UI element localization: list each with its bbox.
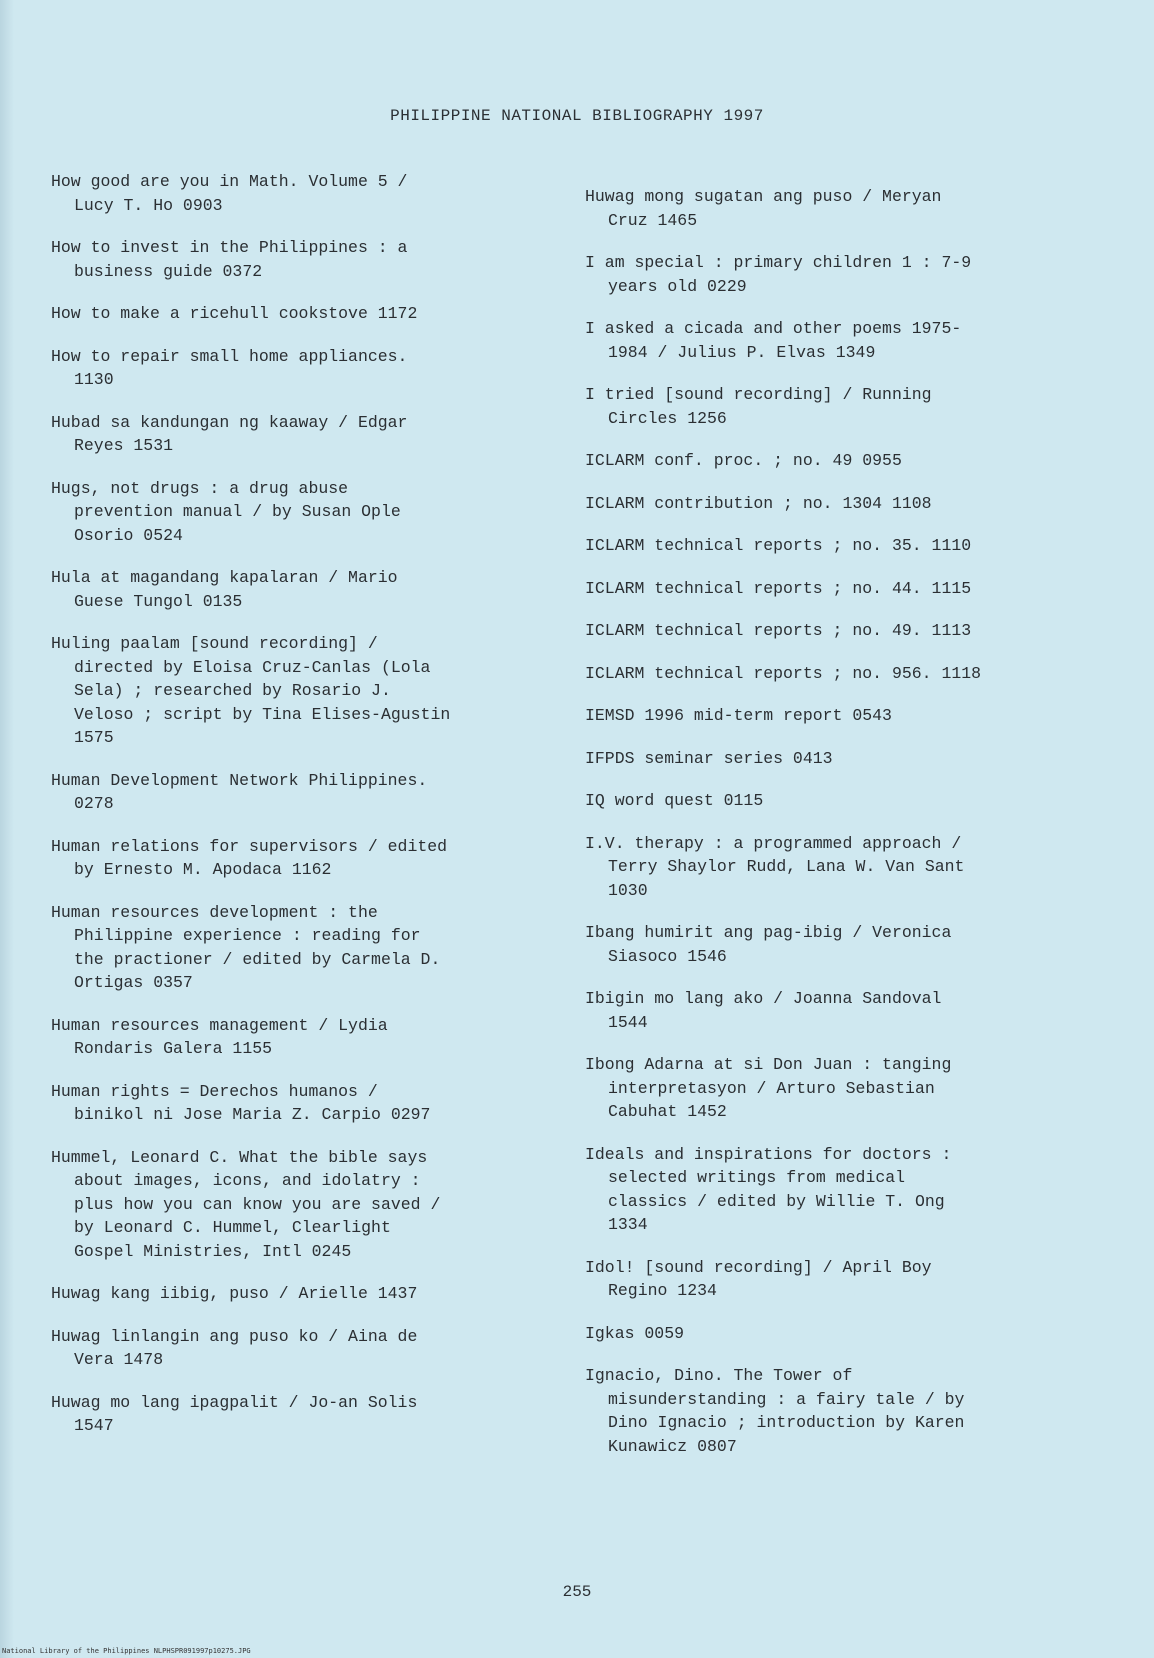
bibliography-entry: ICLARM contribution ; no. 1304 1108 <box>585 493 932 513</box>
bibliography-entry: Huwag kang iibig, puso / Arielle 1437 <box>51 1284 418 1303</box>
bibliography-entry: Idol! [sound recording] / April Boy Regino 1234 <box>585 1257 932 1300</box>
bibliography-entry: IFPDS seminar series 0413 <box>585 748 833 768</box>
page-title: PHILIPPINE NATIONAL BIBLIOGRAPHY 1997 <box>390 107 764 125</box>
bibliography-entry: How good are you in Math. Volume 5 / Lucy T. Ho 0903 <box>51 172 408 215</box>
bibliography-entry: Huwag mong sugatan ang puso / Meryan Cruz 1465 <box>585 187 942 230</box>
bibliography-entry: Hula at magandang kapalaran / Mario Guese Tungol 0135 <box>51 568 398 611</box>
bibliography-entry: Hugs, not drugs : a drug abuse prevention manual / by Susan Ople Osorio 0524 <box>51 478 401 545</box>
bibliography-entry: ICLARM technical reports ; no. 44. 1115 <box>585 578 972 598</box>
bibliography-entry: Human Development Network Philippines. 0278 <box>51 770 428 813</box>
bibliography-entry: Ibigin mo lang ako / Joanna Sandoval 1544 <box>585 989 942 1032</box>
bibliography-entry: Huwag mo lang ipagpalit / Jo-an Solis 1547 <box>51 1392 418 1435</box>
bibliography-entry: How to invest in the Philippines : a business guide 0372 <box>51 238 408 281</box>
bibliography-entry: Human rights = Derechos humanos / binikol ni Jose Maria Z. Carpio 0297 <box>51 1081 431 1124</box>
bibliography-entry: I tried [sound recording] / Running Circles 1256 <box>585 385 932 428</box>
bibliography-entry: Hubad sa kandungan ng kaaway / Edgar Reyes 1531 <box>51 412 408 455</box>
bibliography-entry: Human relations for supervisors / edited by Ernesto M. Apodaca 1162 <box>51 836 448 879</box>
bibliography-entry: Huling paalam [sound recording] / directed by Eloisa Cruz-Canlas (Lola Sela) ; researched by Rosario J. Veloso ; script by Tina Elises-Agustin 1575 <box>51 634 451 747</box>
bibliography-entry: IEMSD 1996 mid-term report 0543 <box>585 706 892 725</box>
bibliography-entry: Huwag linlangin ang puso ko / Aina de Vera 1478 <box>51 1326 418 1369</box>
bibliography-entry: Ignacio, Dino. The Tower of misunderstanding : a fairy tale / by Dino Ignacio ; introduction by Karen Kunawicz 0807 <box>585 1366 965 1456</box>
bibliography-entry: How to repair small home appliances. 1130 <box>51 346 408 389</box>
scan-credit: National Library of the Philippines NLPHSPR091997p10275.JPG <box>2 1647 251 1655</box>
bibliography-entry: ICLARM technical reports ; no. 956. 1118 <box>585 663 982 683</box>
bibliography-entry: How to make a ricehull cookstove 1172 <box>51 304 418 323</box>
bibliography-entry: Human resources management / Lydia Rondaris Galera 1155 <box>51 1015 388 1058</box>
bibliography-entry: Ibang humirit ang pag-ibig / Veronica Siasoco 1546 <box>585 923 952 966</box>
bibliography-entry: Igkas 0059 <box>585 1323 685 1343</box>
bibliography-entry: ICLARM technical reports ; no. 49. 1113 <box>585 621 972 640</box>
bibliography-entry: Hummel, Leonard C. What the bible says about images, icons, and idolatry : plus how you can know you are saved / by Leonard C. Hummel, Clearlight Gospel Ministries, Intl 0245 <box>51 1147 441 1261</box>
bibliography-entry: Human resources development : the Philippine experience : reading for the practioner / edited by Carmela D. Ortigas 0357 <box>51 902 441 992</box>
bibliography-entry: Ideals and inspirations for doctors : selected writings from medical classics / edited by Willie T. Ong 1334 <box>585 1144 952 1234</box>
bibliography-entry: Ibong Adarna at si Don Juan : tanging interpretasyon / Arturo Sebastian Cabuhat 1452 <box>585 1055 952 1121</box>
scan-page-edge <box>0 0 14 1658</box>
bibliography-entry: I.V. therapy : a programmed approach / Terry Shaylor Rudd, Lana W. Van Sant 1030 <box>585 833 965 900</box>
bibliography-entry: ICLARM conf. proc. ; no. 49 0955 <box>585 451 902 470</box>
bibliography-entry: ICLARM technical reports ; no. 35. 1110 <box>585 536 972 555</box>
bibliography-entry: I am special : primary children 1 : 7-9 years old 0229 <box>585 253 972 296</box>
page-number: 255 <box>562 1583 592 1601</box>
left-column <box>51 170 541 1438</box>
bibliography-entry: I asked a cicada and other poems 1975- 1984 / Julius P. Elvas 1349 <box>585 319 962 362</box>
right-column <box>585 170 1085 1458</box>
bibliography-entry: IQ word quest 0115 <box>585 791 764 810</box>
